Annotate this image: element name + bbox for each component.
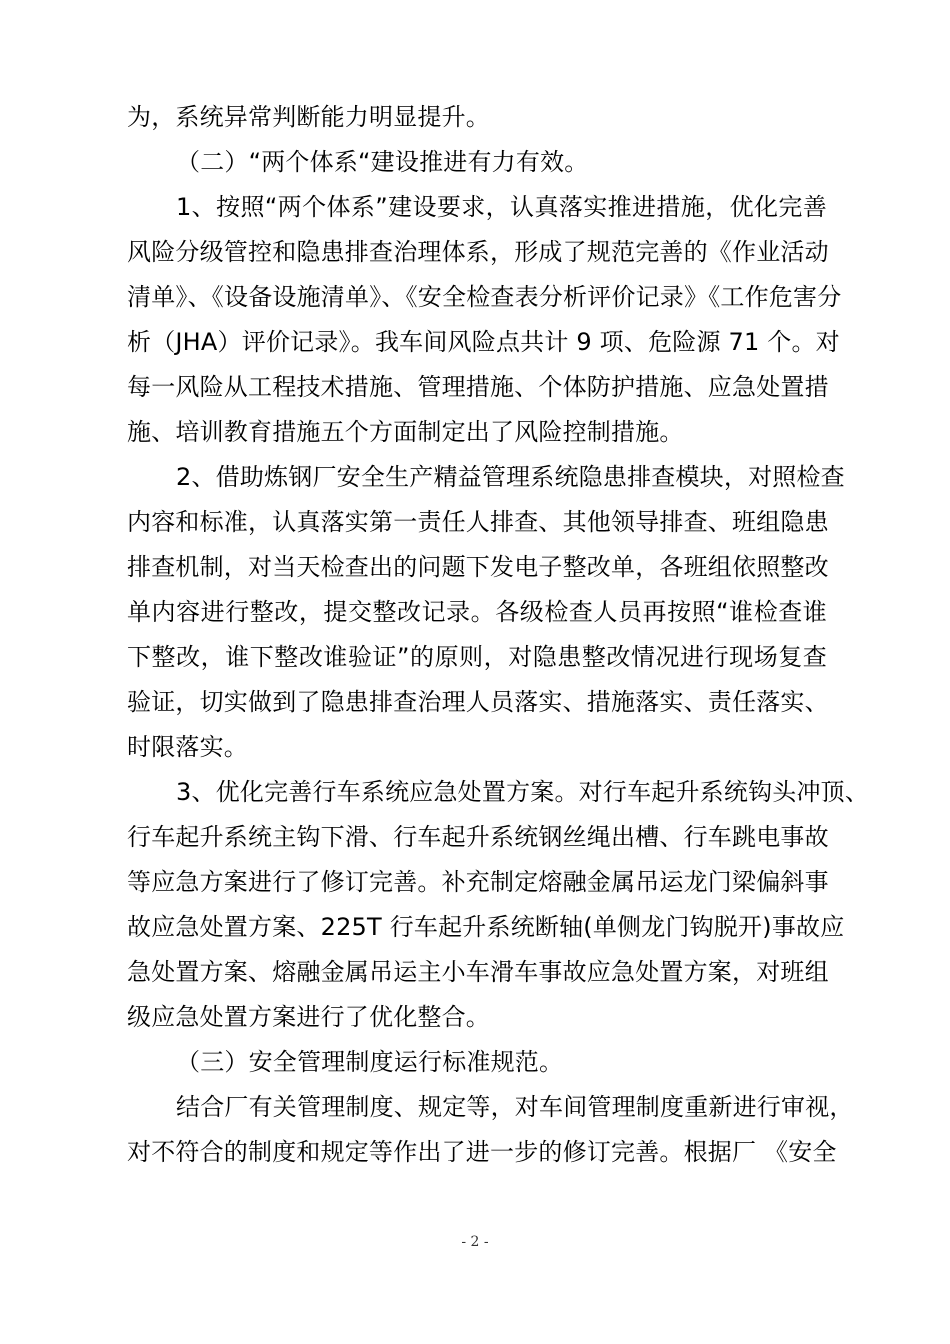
paragraph-first-line: 2、借助炼钢厂安全生产精益管理系统隐患排查模块，对照检查 — [176, 463, 845, 491]
page-number: - 2 - — [461, 1234, 489, 1250]
text-line: 施、培训教育措施五个方面制定出了风险控制措施。 — [127, 418, 684, 446]
text-line: 验证，切实做到了隐患排查治理人员落实、措施落实、责任落实、 — [127, 688, 829, 716]
text-line: 故应急处置方案、225T 行车起升系统断轴(单侧龙门钩脱开)事故应 — [127, 913, 845, 941]
text-line: 排查机制，对当天检查出的问题下发电子整改单，各班组依照整改 — [127, 553, 829, 581]
section-heading: （三）安全管理制度运行标准规范。 — [176, 1048, 564, 1076]
text-line: 急处置方案、熔融金属吊运主小车滑车事故应急处置方案，对班组 — [127, 958, 829, 986]
text-line: 为，系统异常判断能力明显提升。 — [127, 103, 490, 131]
text-line: 析（JHA）评价记录》。我车间风险点共计 9 项、危险源 71 个。对 — [127, 328, 840, 356]
text-line: 时限落实。 — [127, 733, 248, 761]
text-line: 内容和标准，认真落实第一责任人排查、其他领导排查、班组隐患 — [127, 508, 829, 536]
paragraph-first-line: 结合厂有关管理制度、规定等，对车间管理制度重新进行审视， — [176, 1093, 854, 1121]
text-line: 行车起升系统主钩下滑、行车起升系统钢丝绳出槽、行车跳电事故 — [127, 823, 829, 851]
text-line: 对不符合的制度和规定等作出了进一步的修订完善。根据厂 《安全 — [127, 1138, 837, 1166]
paragraph-first-line: 1、按照“两个体系”建设要求，认真落实推进措施，优化完善 — [176, 193, 827, 221]
text-line: 每一风险从工程技术措施、管理措施、个体防护措施、应急处置措 — [127, 373, 829, 401]
section-heading: （二）“两个体系“建设推进有力有效。 — [176, 148, 589, 176]
text-line: 单内容进行整改，提交整改记录。各级检查人员再按照“谁检查谁 — [127, 598, 827, 626]
text-line: 级应急处置方案进行了优化整合。 — [127, 1003, 490, 1031]
paragraph-first-line: 3、优化完善行车系统应急处置方案。对行车起升系统钩头冲顶、 — [176, 778, 870, 806]
text-line: 等应急方案进行了修订完善。补充制定熔融金属吊运龙门梁偏斜事 — [127, 868, 829, 896]
text-line: 下整改，谁下整改谁验证”的原则，对隐患整改情况进行现场复查 — [127, 643, 827, 671]
text-line: 风险分级管控和隐患排查治理体系，形成了规范完善的《作业活动 — [127, 238, 829, 266]
text-line: 清单》、《设备设施清单》、《安全检查表分析评价记录》《工作危害分 — [127, 283, 842, 311]
